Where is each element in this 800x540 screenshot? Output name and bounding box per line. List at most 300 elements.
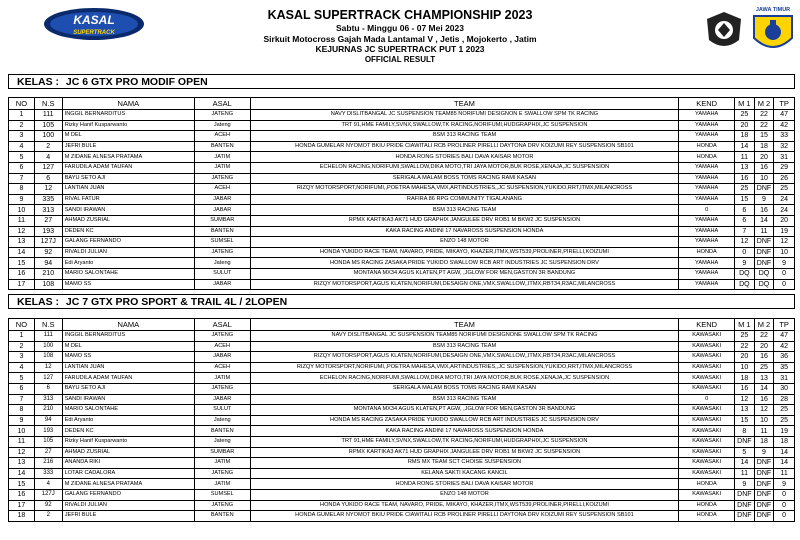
cell-nama: AHMAD ZUSRIAL	[62, 215, 194, 226]
cell-m1: DQ	[735, 279, 755, 290]
cell-m1: 12	[735, 237, 755, 248]
table-row	[9, 258, 795, 269]
cell-ns: 105	[34, 436, 62, 447]
cell-m1: 8	[735, 426, 755, 437]
cell-m2: 20	[754, 341, 774, 352]
col-ns: N.S	[34, 98, 62, 110]
cell-asal: Jateng	[194, 436, 250, 447]
cell-kend: KAWASAKI	[679, 405, 735, 416]
cell-nama: GALANG FERNANDO	[62, 489, 194, 500]
cell-nama: RIVAL FATUR	[62, 194, 194, 205]
cell-m2: 11	[754, 226, 774, 237]
cell-no: 16	[9, 489, 35, 500]
cell-asal: SULUT	[194, 405, 250, 416]
cell-tp: 0	[774, 268, 795, 279]
cell-m2: 22	[754, 331, 774, 342]
col-asal: ASAL	[194, 319, 250, 331]
table-row	[9, 447, 795, 458]
cell-no: 6	[9, 383, 35, 394]
cell-asal: JATENG	[194, 247, 250, 258]
cell-kend: 0	[679, 394, 735, 405]
cell-nama: MAMO SS	[62, 279, 194, 290]
cell-no: 14	[9, 247, 35, 258]
cell-kend: YAMAHA	[679, 268, 735, 279]
cell-nama: M DEL	[62, 131, 194, 142]
table-row	[9, 383, 795, 394]
cell-ns: 4	[34, 479, 62, 490]
cell-ns: 92	[34, 500, 62, 511]
cell-m1: 16	[735, 383, 755, 394]
cell-ns: 108	[34, 279, 62, 290]
cell-no: 16	[9, 268, 35, 279]
navy-emblem-icon	[704, 10, 744, 54]
cell-ns: 27	[34, 447, 62, 458]
cell-no: 5	[9, 152, 35, 163]
cell-ns: 333	[34, 468, 62, 479]
table-row	[9, 436, 795, 447]
cell-nama: LOTAR CADALORA	[62, 468, 194, 479]
col-asal: ASAL	[194, 98, 250, 110]
cell-team: TRT 91,HME FAMILY,SVNX,SWALLOW,TK RACING,NORIFUMI,HUDGRAPHIX,JC SUSPENSION	[250, 120, 679, 131]
cell-ns: 210	[34, 405, 62, 416]
cell-nama: LANTIAN JUAN	[62, 184, 194, 195]
cell-nama: MARIO SALONTAHE	[62, 268, 194, 279]
cell-m1: 22	[735, 341, 755, 352]
jawa-timur-emblem-icon	[750, 4, 796, 56]
cell-nama: Rizky Hanif Kusparwanto	[62, 436, 194, 447]
cell-kend: YAMAHA	[679, 258, 735, 269]
table-row	[9, 373, 795, 384]
cell-no: 17	[9, 500, 35, 511]
cell-m1: 5	[735, 447, 755, 458]
cell-kend: KAWASAKI	[679, 341, 735, 352]
cell-nama: Edi Aryanto	[62, 415, 194, 426]
cell-no: 10	[9, 205, 35, 216]
cell-tp: 24	[774, 194, 795, 205]
cell-nama: BAYU SETO AJI	[62, 383, 194, 394]
cell-tp: 9	[774, 258, 795, 269]
cell-asal: ACEH	[194, 341, 250, 352]
cell-asal: SUMSEL	[194, 489, 250, 500]
logo-text-jawa-timur: JAWA TIMUR	[755, 7, 791, 13]
cell-nama: RIVALDI JULIAN	[62, 500, 194, 511]
cell-m1: 13	[735, 162, 755, 173]
cell-no: 7	[9, 394, 35, 405]
col-no: NO	[9, 98, 35, 110]
header-titles	[200, 8, 600, 65]
cell-asal: JABAR	[194, 394, 250, 405]
cell-m2: 10	[754, 173, 774, 184]
cell-asal: SULUT	[194, 268, 250, 279]
cell-team: RIZQY MOTORSPORT,NORIFUMI,,POETRA MAHESA,VMX,ARTINDUSTRIES,,JC SUSPENSION,YUKIDO,RRT,ITMX,MILANCROSS	[250, 184, 679, 195]
cell-team: HONDA MS RACING ZASAKA PRIDE YUKIDO SWALLOW RCB ART INDUSTRIES JC SUSPENSION DRV	[250, 258, 679, 269]
cell-nama: FARUDILA ADAM TAUFAN	[62, 162, 194, 173]
cell-team: ECHELON RACING,NORIFUMI,SWALLOW,DIKA MOTO,TRI JAYA MOTOR,BUK ROSE,XENAJA,JC SUSPENSION	[250, 373, 679, 384]
cell-asal: JATIM	[194, 458, 250, 469]
kasal-supertrack-logo	[40, 4, 148, 42]
cell-m1: DNF	[735, 489, 755, 500]
cell-tp: 25	[774, 415, 795, 426]
cell-m1: 6	[735, 215, 755, 226]
cell-tp: 18	[774, 436, 795, 447]
cell-asal: BANTEN	[194, 141, 250, 152]
cell-asal: Jateng	[194, 258, 250, 269]
cell-nama: M ZIDANE ALNESA PRATAMA	[62, 479, 194, 490]
cell-ns: 127J	[34, 489, 62, 500]
cell-m2: DNF	[754, 489, 774, 500]
col-m1: M 1	[735, 319, 755, 331]
cell-team: RPMX KARTIKA3 AK71 HUD GRAPHIX JANGULEE DRV ROB1 M BKW2 JC SUSPENSION	[250, 215, 679, 226]
event-venue: Sirkuit Motocross Gajah Mada Lantamal V , Jetis , Mojokerto , Jatim	[263, 33, 537, 44]
cell-team: BSM 313 RACING TEAM	[250, 394, 679, 405]
cell-tp: 19	[774, 426, 795, 437]
cell-kend: YAMAHA	[679, 226, 735, 237]
cell-tp: 0	[774, 489, 795, 500]
table-row	[9, 268, 795, 279]
cell-asal: SUMSEL	[194, 237, 250, 248]
cell-tp: 26	[774, 173, 795, 184]
cell-nama: M ZIDANE ALNESA PRATAMA	[62, 152, 194, 163]
cell-no: 13	[9, 458, 35, 469]
event-date: Sabtu - Minggu 06 - 07 Mei 2023	[335, 23, 464, 33]
cell-m2: 18	[754, 141, 774, 152]
cell-m1: 15	[735, 194, 755, 205]
page-header	[0, 0, 800, 72]
cell-no: 8	[9, 184, 35, 195]
cell-asal: JABAR	[194, 352, 250, 363]
col-m1: M 1	[735, 98, 755, 110]
cell-m2: 9	[754, 194, 774, 205]
cell-kend: KAWASAKI	[679, 468, 735, 479]
cell-tp: 20	[774, 215, 795, 226]
col-no: NO	[9, 319, 35, 331]
cell-team: SERIGALA MALAM BOSS TOMS RACING RAMI KASAN	[250, 383, 679, 394]
cell-nama: ANANDA RIKI	[62, 458, 194, 469]
cell-team: RIZQY MOTORSPORT,NORIFUMI,,POETRA MAHESA,VMX,ARTINDUSTRIES,,JC SUSPENSION,YUKIDO,RRT,ITMX,MILANCROSS	[250, 362, 679, 373]
cell-nama: RIVALDI JULIAN	[62, 247, 194, 258]
col-m2: M 2	[754, 319, 774, 331]
table-row	[9, 194, 795, 205]
cell-m2: 10	[754, 415, 774, 426]
cell-tp: 11	[774, 468, 795, 479]
page-title: KASAL SUPERTRACK CHAMPIONSHIP 2023	[267, 8, 533, 22]
cell-kend: KAWASAKI	[679, 489, 735, 500]
cell-asal: Jateng	[194, 415, 250, 426]
cell-kend: KAWASAKI	[679, 362, 735, 373]
table-row	[9, 205, 795, 216]
cell-m1: 9	[735, 258, 755, 269]
cell-no: 4	[9, 141, 35, 152]
cell-team: MONTANA MX34 AGUS KLATEN,PT AGW, ,JGLOW FOR MEN,GASTON 3R BANDUNG	[250, 405, 679, 416]
cell-m2: DNF	[754, 458, 774, 469]
table-row	[9, 362, 795, 373]
cell-kend: KAWASAKI	[679, 331, 735, 342]
cell-asal: JATIM	[194, 162, 250, 173]
cell-nama: JEFRI BULE	[62, 511, 194, 522]
cell-no: 11	[9, 215, 35, 226]
cell-asal: JABAR	[194, 205, 250, 216]
cell-tp: 0	[774, 500, 795, 511]
cell-ns: 108	[34, 352, 62, 363]
cell-no: 11	[9, 436, 35, 447]
table-row	[9, 152, 795, 163]
cell-m2: 20	[754, 152, 774, 163]
cell-asal: ACEH	[194, 131, 250, 142]
cell-kend: YAMAHA	[679, 184, 735, 195]
cell-kend: HONDA	[679, 500, 735, 511]
cell-ns: 6	[34, 383, 62, 394]
cell-m1: 25	[735, 331, 755, 342]
cell-asal: BANTEN	[194, 226, 250, 237]
cell-kend: KAWASAKI	[679, 415, 735, 426]
col-team: TEAM	[250, 98, 679, 110]
cell-tp: 42	[774, 341, 795, 352]
cell-team: RAFIRA 86 RPG COMMUNITY TIGALANANG	[250, 194, 679, 205]
cell-team: RMS MX TEAM SCT CHOISE SUSPENSION	[250, 458, 679, 469]
col-kend: KEND	[679, 98, 735, 110]
cell-team: BSM 313 RACING TEAM	[250, 205, 679, 216]
cell-m2: DNF	[754, 511, 774, 522]
cell-tp: 25	[774, 184, 795, 195]
event-series: KEJURNAS JC SUPERTRACK PUT 1 2023	[315, 44, 485, 54]
cell-m2: DNF	[754, 500, 774, 511]
cell-tp: 32	[774, 141, 795, 152]
cell-asal: JATENG	[194, 500, 250, 511]
cell-m2: 12	[754, 405, 774, 416]
logo-text-supertrack: SUPERTRACK	[73, 30, 115, 36]
cell-m2: 25	[754, 362, 774, 373]
cell-no: 12	[9, 447, 35, 458]
cell-m1: 15	[735, 415, 755, 426]
cell-ns: 335	[34, 194, 62, 205]
table-row	[9, 237, 795, 248]
cell-no: 8	[9, 405, 35, 416]
cell-ns: 94	[34, 258, 62, 269]
cell-m1: 11	[735, 468, 755, 479]
cell-no: 1	[9, 110, 35, 121]
cell-m2: DNF	[754, 258, 774, 269]
cell-m2: DNF	[754, 237, 774, 248]
cell-m2: 16	[754, 352, 774, 363]
cell-m1: DQ	[735, 268, 755, 279]
cell-no: 18	[9, 511, 35, 522]
cell-kend: HONDA	[679, 479, 735, 490]
table-row	[9, 394, 795, 405]
cell-ns: 100	[34, 131, 62, 142]
cell-team: SERIGALA MALAM BOSS TOMS RACING RAMI KASAN	[250, 173, 679, 184]
cell-team: BSM 313 RACING TEAM	[250, 131, 679, 142]
cell-asal: BANTEN	[194, 426, 250, 437]
class-header-2	[8, 294, 795, 309]
cell-m2: 22	[754, 110, 774, 121]
table-row	[9, 173, 795, 184]
cell-m2: 18	[754, 436, 774, 447]
cell-nama: JEFRI BULE	[62, 141, 194, 152]
cell-tp: 31	[774, 152, 795, 163]
cell-nama: MARIO SALONTAHE	[62, 405, 194, 416]
cell-asal: JATIM	[194, 479, 250, 490]
cell-no: 2	[9, 120, 35, 131]
class-name: JC 7 GTX PRO SPORT & TRAIL 4L / 2LOPEN	[65, 296, 288, 308]
cell-m1: 16	[735, 173, 755, 184]
col-nama: NAMA	[62, 319, 194, 331]
cell-no: 5	[9, 373, 35, 384]
cell-tp: 31	[774, 373, 795, 384]
cell-team: KAKA RACING ANDINI 17 NAVAROSS SUSPENSION HONDA	[250, 426, 679, 437]
cell-m2: 14	[754, 383, 774, 394]
cell-asal: BANTEN	[194, 511, 250, 522]
cell-no: 7	[9, 173, 35, 184]
cell-m1: DNF	[735, 511, 755, 522]
cell-tp: 35	[774, 362, 795, 373]
cell-m2: 15	[754, 131, 774, 142]
cell-tp: 9	[774, 479, 795, 490]
cell-m1: 13	[735, 405, 755, 416]
cell-m1: DNF	[735, 436, 755, 447]
cell-team: NAVY DISLITBANGAL JC SUSPENSION TEAM85 NORIFUMI DESIGNON E SWALLOW SPM TK RACING	[250, 110, 679, 121]
cell-ns: 193	[34, 426, 62, 437]
table-row	[9, 331, 795, 342]
cell-m1: 18	[735, 131, 755, 142]
cell-asal: ACEH	[194, 362, 250, 373]
cell-ns: 6	[34, 173, 62, 184]
cell-m1: 18	[735, 373, 755, 384]
cell-asal: JATENG	[194, 383, 250, 394]
cell-nama: Rizky Hanif Kusparwanto	[62, 120, 194, 131]
cell-ns: 193	[34, 226, 62, 237]
cell-ns: 127	[34, 162, 62, 173]
cell-m1: 20	[735, 352, 755, 363]
cell-m2: DNF	[754, 247, 774, 258]
table-row	[9, 415, 795, 426]
cell-team: HONDA YUKIDO RACE TEAM, NAVARO, PRIDE, MIKAYO, KHAZER,ITMX,WST539,PROLINER,PIRELLI,KOIZUMI	[250, 500, 679, 511]
cell-kend: YAMAHA	[679, 194, 735, 205]
cell-m2: 11	[754, 426, 774, 437]
cell-nama: GALANG FERNANDO	[62, 237, 194, 248]
cell-team: ECHELON RACING,NORIFUMI,SWALLOW,DIKA MOTO,TRI JAYA MOTOR,BUK ROSE,XENAJA,JC SUSPENSION	[250, 162, 679, 173]
cell-m1: 7	[735, 226, 755, 237]
cell-ns: 2	[34, 511, 62, 522]
cell-tp: 42	[774, 120, 795, 131]
cell-ns: 4	[34, 152, 62, 163]
cell-kend: YAMAHA	[679, 173, 735, 184]
cell-asal: SUMBAR	[194, 215, 250, 226]
cell-nama: LANTIAN JUAN	[62, 362, 194, 373]
cell-nama: SANDI IRAWAN	[62, 394, 194, 405]
table-header-row	[9, 319, 795, 331]
cell-kend: YAMAHA	[679, 131, 735, 142]
cell-no: 3	[9, 352, 35, 363]
table-row	[9, 458, 795, 469]
cell-asal: JABAR	[194, 279, 250, 290]
cell-ns: 216	[34, 458, 62, 469]
cell-nama: DEDEN KC	[62, 426, 194, 437]
cell-team: HONDA RONG STORIES BALI DAVA KAISAR MOTOR	[250, 152, 679, 163]
cell-m1: 6	[735, 205, 755, 216]
cell-nama: FARUDILA ADAM TAUFAN	[62, 373, 194, 384]
table-row	[9, 405, 795, 416]
cell-m1: 20	[735, 120, 755, 131]
table-row	[9, 479, 795, 490]
class-label: KELAS :	[17, 296, 59, 308]
cell-tp: 10	[774, 247, 795, 258]
cell-m2: DNF	[754, 468, 774, 479]
cell-team: ENZO 148 MOTOR	[250, 237, 679, 248]
cell-kend: HONDA	[679, 511, 735, 522]
cell-team: HONDA GUMELAR NYOMOT BKIU PRIDE CIAWITALI RCB PROLINER PIRELLI DAYTONA DRV KOIZUMI REY SUSPENSION SB101	[250, 511, 679, 522]
table-row	[9, 426, 795, 437]
cell-team: MONTANA MX34 AGUS KLATEN,PT AGW, ,JGLOW FOR MEN,GASTON 3R BANDUNG	[250, 268, 679, 279]
cell-kend: YAMAHA	[679, 110, 735, 121]
cell-ns: 210	[34, 268, 62, 279]
cell-team: TRT 91,HME FAMILY,SVNX,SWALLOW,TK RACING,NORIFUMI,HUDGRAPHIX,JC SUSPENSION	[250, 436, 679, 447]
cell-kend: YAMAHA	[679, 237, 735, 248]
table-row	[9, 247, 795, 258]
cell-nama: Edi Aryanto	[62, 258, 194, 269]
cell-no: 10	[9, 426, 35, 437]
cell-nama: SANDI IRAWAN	[62, 205, 194, 216]
cell-ns: 92	[34, 247, 62, 258]
cell-team: HONDA RONG STORIES BALI DAVA KAISAR MOTOR	[250, 479, 679, 490]
cell-no: 15	[9, 258, 35, 269]
cell-team: KELANA SAKTI KACANG KANCIL	[250, 468, 679, 479]
cell-m2: DNF	[754, 184, 774, 195]
col-tp: TP	[774, 319, 795, 331]
cell-no: 13	[9, 237, 35, 248]
cell-nama: INGGIL BERNARDITUS	[62, 331, 194, 342]
cell-ns: 111	[34, 110, 62, 121]
cell-m2: 16	[754, 162, 774, 173]
cell-m2: 13	[754, 373, 774, 384]
cell-m1: 14	[735, 141, 755, 152]
cell-ns: 94	[34, 415, 62, 426]
cell-no: 14	[9, 468, 35, 479]
cell-ns: 2	[34, 141, 62, 152]
cell-no: 17	[9, 279, 35, 290]
table-header-row	[9, 98, 795, 110]
results-table-1	[8, 97, 795, 290]
cell-kend: KAWASAKI	[679, 352, 735, 363]
table-row	[9, 162, 795, 173]
cell-m2: DNF	[754, 479, 774, 490]
cell-no: 15	[9, 479, 35, 490]
table-row	[9, 215, 795, 226]
results-table-2	[8, 318, 795, 522]
cell-m2: 14	[754, 215, 774, 226]
cell-ns: 105	[34, 120, 62, 131]
cell-asal: JATENG	[194, 468, 250, 479]
cell-ns: 313	[34, 394, 62, 405]
cell-kend: YAMAHA	[679, 120, 735, 131]
table-row	[9, 141, 795, 152]
cell-tp: 24	[774, 205, 795, 216]
cell-kend: KAWASAKI	[679, 458, 735, 469]
cell-ns: 127J	[34, 237, 62, 248]
col-tp: TP	[774, 98, 795, 110]
cell-asal: JATENG	[194, 110, 250, 121]
cell-kend: HONDA	[679, 247, 735, 258]
col-team: TEAM	[250, 319, 679, 331]
class-header-1	[8, 74, 795, 89]
cell-kend: YAMAHA	[679, 279, 735, 290]
cell-kend: HONDA	[679, 141, 735, 152]
cell-ns: 313	[34, 205, 62, 216]
table-row	[9, 279, 795, 290]
cell-team: HONDA MS RACING ZASAKA PRIDE YUKIDO SWALLOW RCB ART INDUSTRIES JC SUSPENSION DRV	[250, 415, 679, 426]
cell-no: 9	[9, 194, 35, 205]
cell-asal: JABAR	[194, 194, 250, 205]
cell-m2: 16	[754, 205, 774, 216]
